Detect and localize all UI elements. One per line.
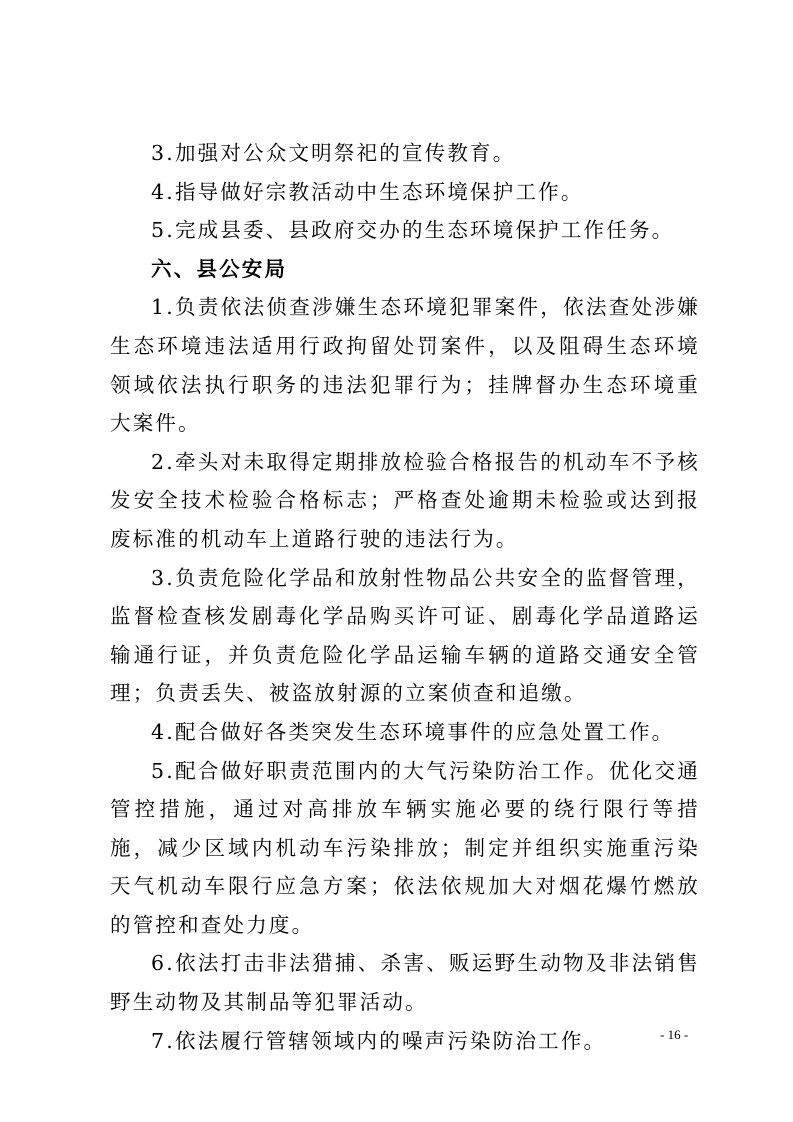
document-body xyxy=(110,134,700,1060)
list-item: 4.配合做好各类突发生态环境事件的应急处置工作。 xyxy=(151,719,675,744)
section-heading: 六、县公安局 xyxy=(151,256,288,281)
list-item: 1.负责依法侦查涉嫌生态环境犯罪案件，依法查处涉嫌生态环境违法适用行政拘留处罚案件，以及阻碍生态环境领域依法执行职务的违法犯罪行为；挂牌督办生态环境重大案件。 xyxy=(110,295,700,436)
list-item: 7.依法履行管辖领域内的噪声污染防治工作。 xyxy=(151,1028,607,1053)
page-number: - 16 - xyxy=(660,1027,689,1042)
list-item: 3.负责危险化学品和放射性物品公共安全的监督管理，监督检查核发剧毒化学品购买许可证、剧毒化学品道路运输通行证，并负责危险化学品运输车辆的道路交通安全管理；负责丢失、被盗放射源的立案侦查和追缴。 xyxy=(110,565,700,706)
list-item: 6.依法打击非法猎捕、杀害、贩运野生动物及非法销售野生动物及其制品等犯罪活动。 xyxy=(110,951,700,1015)
list-item: 4.指导做好宗教活动中生态环境保护工作。 xyxy=(151,179,584,204)
list-item: 3.加强对公众文明祭祀的宣传教育。 xyxy=(151,141,516,165)
list-item: 5.完成县委、县政府交办的生态环境保护工作任务。 xyxy=(151,218,675,243)
list-item: 2.牵头对未取得定期排放检验合格报告的机动车不予核发安全技术检验合格标志；严格查处逾期未检验或达到报废标准的机动车上道路行驶的违法行为。 xyxy=(110,449,700,551)
list-item: 5.配合做好职责范围内的大气污染防治工作。优化交通管控措施，通过对高排放车辆实施必要的绕行限行等措施，减少区域内机动车污染排放；制定并组织实施重污染天气机动车限行应急方案；依法依规加大对烟花爆竹燃放的管控和查处力度。 xyxy=(110,758,700,937)
